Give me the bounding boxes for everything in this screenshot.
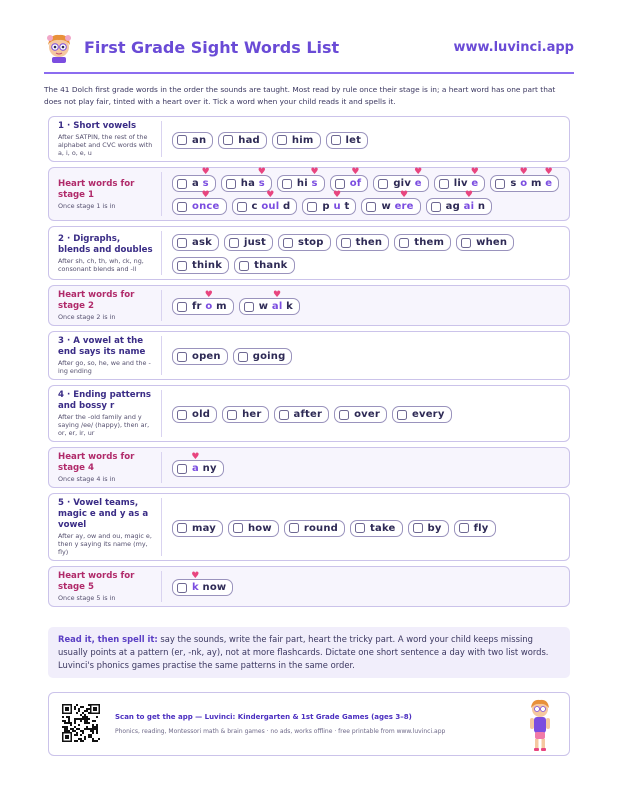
word-part: d [279, 201, 291, 212]
word-text [192, 178, 209, 189]
word-checkbox[interactable] [177, 302, 187, 312]
word-checkbox[interactable] [459, 523, 469, 533]
stage-label [49, 117, 161, 161]
word-text [346, 135, 362, 146]
word-part: think [192, 260, 223, 271]
word-text [370, 523, 396, 534]
word-checkbox[interactable] [237, 202, 247, 212]
word-text [192, 201, 220, 212]
stage-subtitle: After ay, ow and ou, magic e, then y saying its name (my, fly) [58, 532, 152, 556]
word-chip[interactable] [172, 234, 219, 251]
stage-label [49, 494, 161, 560]
stage-title: 2 · Digraphs, blends and doubles [58, 233, 153, 255]
word-checkbox[interactable] [227, 410, 237, 420]
word-chip[interactable] [490, 175, 559, 192]
word-checkbox[interactable] [307, 202, 317, 212]
stage-subtitle: Once stage 5 is in [58, 594, 116, 602]
word-checkbox[interactable] [177, 352, 187, 362]
word-part: liv [453, 178, 472, 189]
word-part: every [412, 409, 445, 420]
heart-part: ♥ s [312, 178, 318, 189]
word-text [350, 178, 362, 189]
stage-row [48, 226, 570, 280]
heart-words-row [48, 285, 570, 326]
word-chip[interactable] [456, 234, 514, 251]
word-part: by [427, 522, 442, 534]
tip-box [48, 627, 570, 678]
word-checkbox[interactable] [279, 410, 289, 420]
word-part: thank [254, 260, 288, 271]
word-text [192, 582, 226, 593]
heart-part: ♥ u [333, 201, 340, 212]
word-part: her [242, 409, 262, 420]
word-text [474, 523, 489, 534]
word-chip[interactable] [172, 460, 224, 477]
stage-subtitle: After sh, ch, th, wh, ck, ng, consonant blends and -ll [58, 256, 144, 273]
word-text [192, 463, 217, 474]
word-chip[interactable] [408, 520, 449, 537]
word-chip[interactable] [336, 234, 390, 251]
word-text [254, 260, 287, 271]
word-checkbox[interactable] [229, 238, 239, 248]
word-chip[interactable] [302, 198, 356, 215]
word-chip[interactable] [350, 520, 403, 537]
heart-part: ♥ ai [464, 201, 475, 212]
stage-label [49, 386, 161, 441]
stage-label [49, 286, 161, 325]
word-chip[interactable] [272, 132, 321, 149]
word-part: stop [298, 237, 324, 248]
word-checkbox[interactable] [282, 179, 292, 189]
word-part: w [381, 201, 395, 212]
word-text [412, 409, 445, 420]
stage-title: Heart words for stage 4 [58, 452, 135, 473]
header-divider [44, 72, 574, 74]
stage-row [48, 116, 570, 162]
word-checkbox[interactable] [413, 523, 423, 533]
word-chip[interactable] [228, 520, 279, 537]
word-list [162, 227, 569, 279]
intro-text: The 41 Dolch first grade words in the order the sounds are taught. Most read by rule once their stage is in; a heart word has one part that does not play fair, tinted with a heart over it. Tick a word when your child reads it and spells it. [44, 85, 556, 106]
word-chip[interactable] [277, 175, 325, 192]
word-chip[interactable] [454, 520, 496, 537]
word-part: an [192, 134, 207, 146]
heart-part: ♥ once [192, 201, 220, 212]
word-chip[interactable] [434, 175, 486, 192]
word-checkbox[interactable] [335, 179, 345, 189]
word-checkbox[interactable] [399, 238, 409, 248]
heart-part: ♥ e [545, 178, 552, 189]
word-text [192, 260, 222, 271]
word-checkbox[interactable] [439, 179, 449, 189]
word-chip[interactable] [232, 198, 298, 215]
heart-words-row [48, 447, 570, 488]
stage-title: Heart words for stage 5 [58, 571, 135, 592]
qr-code-icon[interactable] [61, 703, 101, 743]
word-chip[interactable] [224, 234, 273, 251]
heart-part: ♥ s [259, 178, 265, 189]
word-list [162, 572, 569, 601]
word-chip[interactable] [392, 406, 452, 423]
page-header [44, 32, 574, 68]
stage-row [48, 385, 570, 442]
word-text [244, 237, 266, 248]
word-text [297, 178, 318, 189]
word-list [162, 341, 569, 370]
word-checkbox[interactable] [177, 410, 187, 420]
word-text [292, 135, 314, 146]
stage-label [49, 567, 161, 606]
word-chip[interactable] [334, 406, 387, 423]
word-part: him [291, 134, 314, 146]
stage-title: 5 · Vowel teams, magic e and y as a vowel [58, 498, 149, 530]
word-checkbox[interactable] [177, 523, 187, 533]
word-chip[interactable] [326, 132, 369, 149]
word-part: giv [393, 178, 415, 189]
word-checkbox[interactable] [238, 352, 248, 362]
tip-lead: Read it, then spell it: [58, 634, 158, 644]
word-text [304, 523, 338, 534]
word-part: may [192, 522, 216, 534]
word-part: a [192, 178, 203, 189]
word-checkbox[interactable] [233, 523, 243, 533]
word-chip[interactable] [172, 406, 217, 423]
word-list [162, 513, 569, 542]
word-chip[interactable] [172, 198, 227, 215]
word-text [241, 178, 265, 189]
word-chip[interactable] [222, 406, 268, 423]
word-checkbox[interactable] [461, 238, 471, 248]
heart-part: ♥ o [520, 178, 527, 189]
word-chip[interactable] [233, 348, 293, 365]
heart-words-row [48, 167, 570, 221]
word-part: ag [445, 201, 464, 212]
heart-part: ♥ o [205, 301, 212, 312]
stage-subtitle: Once stage 4 is in [58, 475, 116, 483]
word-chip[interactable] [172, 348, 228, 365]
word-text [298, 237, 324, 248]
word-checkbox[interactable] [355, 523, 365, 533]
word-checkbox[interactable] [223, 135, 233, 145]
heart-part: ♥ ere [395, 201, 414, 212]
word-text [242, 409, 261, 420]
word-checkbox[interactable] [378, 179, 388, 189]
word-part: had [238, 134, 260, 146]
word-text [322, 201, 349, 212]
word-part: n [474, 201, 486, 212]
heart-part: ♥ k [192, 582, 199, 593]
stage-subtitle: Once stage 1 is in [58, 201, 116, 210]
word-checkbox[interactable] [366, 202, 376, 212]
word-checkbox[interactable] [226, 179, 236, 189]
word-checkbox[interactable] [341, 238, 351, 248]
word-part: take [370, 522, 396, 534]
word-checkbox[interactable] [397, 410, 407, 420]
word-text [381, 201, 413, 212]
stage-title: Heart words for stage 2 [58, 290, 135, 311]
word-part: fly [473, 522, 489, 534]
footer-subtitle: Phonics, reading, Montessori math & brain games · no ads, works offline · free printable from www.luvinci.app [115, 728, 446, 735]
word-checkbox[interactable] [495, 179, 505, 189]
word-part: let [345, 134, 362, 146]
word-checkbox[interactable] [177, 583, 187, 593]
word-checkbox[interactable] [289, 523, 299, 533]
word-checkbox[interactable] [177, 202, 187, 212]
word-part: now [198, 582, 227, 593]
word-part: s [510, 178, 521, 189]
word-part: just [243, 237, 267, 248]
footer-title: Scan to get the app — Luvinci: Kindergarten & 1st Grade Games (ages 3–8) [115, 713, 412, 721]
word-part: p [322, 201, 334, 212]
word-chip[interactable] [239, 298, 300, 315]
word-part: after [293, 409, 323, 420]
word-chip[interactable] [172, 298, 234, 315]
word-checkbox[interactable] [431, 202, 441, 212]
word-chip[interactable] [172, 257, 229, 274]
word-checkbox[interactable] [331, 135, 341, 145]
stage-list [48, 116, 570, 612]
word-text [476, 237, 507, 248]
tip-body: say the sounds, write the fair part, heart the tricky part. A word your child keeps missing usually points at a pattern (er, -nk, ay), not at more flashcards. Dictate one short sentence a day with two list words. Luvinci's phonics games practise the same patterns in the same order. [58, 634, 549, 670]
word-checkbox[interactable] [177, 261, 187, 271]
word-checkbox[interactable] [177, 135, 187, 145]
word-checkbox[interactable] [177, 464, 187, 474]
word-text [510, 178, 552, 189]
word-text [414, 237, 444, 248]
luvinci-logo-icon [44, 32, 74, 64]
word-chip[interactable] [274, 406, 330, 423]
word-text [192, 523, 216, 534]
word-part: ny [198, 463, 217, 474]
mascot-icon [525, 697, 555, 753]
heart-part: ♥ oul [261, 201, 279, 212]
word-chip[interactable] [221, 175, 272, 192]
word-list [162, 453, 569, 482]
word-checkbox[interactable] [239, 261, 249, 271]
stage-subtitle: After SATPIN, the rest of the alphabet and CVC words with a, i, o, e, u [58, 133, 153, 157]
word-checkbox[interactable] [277, 135, 287, 145]
site-url[interactable]: www.luvinci.app [453, 40, 574, 55]
stage-label [49, 175, 161, 214]
word-text [253, 351, 286, 362]
word-text [192, 409, 210, 420]
word-text [356, 237, 383, 248]
word-part: k [282, 301, 294, 312]
word-text [192, 301, 227, 312]
word-text [454, 178, 479, 189]
word-part: c [251, 201, 262, 212]
word-text [252, 201, 291, 212]
word-text [393, 178, 421, 189]
stage-subtitle: Once stage 2 is in [58, 313, 116, 321]
stage-label [49, 230, 161, 277]
stage-subtitle: After go, so, he, we and the -ing ending [58, 359, 151, 375]
stage-title: 1 · Short vowels [58, 121, 137, 131]
word-part: open [192, 351, 221, 362]
word-part: round [303, 522, 339, 534]
word-checkbox[interactable] [244, 302, 254, 312]
stage-row [48, 331, 570, 380]
word-text [192, 135, 206, 146]
page-title: First Grade Sight Words List [84, 38, 340, 57]
word-part: fr [192, 301, 206, 312]
word-text [238, 135, 260, 146]
heart-part: ♥ al [272, 301, 283, 312]
word-part: how [247, 522, 272, 534]
word-list [162, 399, 569, 428]
word-part: hi [296, 178, 312, 189]
word-chip[interactable] [284, 520, 345, 537]
word-text [248, 523, 272, 534]
word-chip[interactable] [278, 234, 331, 251]
word-part: ask [192, 237, 212, 248]
word-checkbox[interactable] [283, 238, 293, 248]
word-checkbox[interactable] [177, 179, 187, 189]
word-list [162, 291, 569, 320]
word-part: them [414, 237, 445, 248]
stage-title: Heart words for stage 1 [58, 178, 135, 200]
word-chip[interactable] [394, 234, 451, 251]
word-text [428, 523, 442, 534]
word-part: m [212, 301, 227, 312]
word-list [162, 168, 569, 220]
heart-part: ♥ s [203, 178, 209, 189]
word-part: then [355, 237, 383, 248]
word-text [446, 201, 486, 212]
word-part: old [192, 409, 211, 420]
word-part: over [354, 409, 380, 420]
word-part: ha [240, 178, 259, 189]
word-text [192, 237, 212, 248]
word-chip[interactable] [234, 257, 294, 274]
heart-part: ♥ e [415, 178, 422, 189]
footer-card [48, 692, 570, 756]
word-checkbox[interactable] [177, 238, 187, 248]
word-part: going [252, 351, 286, 362]
word-chip[interactable] [172, 132, 213, 149]
heart-part: ♥ e [471, 178, 478, 189]
word-list [162, 125, 569, 154]
word-part: t [340, 201, 350, 212]
word-chip[interactable] [172, 520, 223, 537]
stage-title: 3 · A vowel at the end says its name [58, 336, 146, 357]
word-chip[interactable] [426, 198, 493, 215]
stage-title: 4 · Ending patterns and bossy r [58, 390, 152, 411]
heart-words-row [48, 566, 570, 607]
word-chip[interactable] [218, 132, 267, 149]
word-part: w [258, 301, 272, 312]
word-text [354, 409, 380, 420]
stage-row [48, 493, 570, 561]
word-text [259, 301, 293, 312]
word-checkbox[interactable] [339, 410, 349, 420]
stage-label [49, 448, 161, 487]
word-text [294, 409, 323, 420]
word-text [192, 351, 221, 362]
word-part: when [476, 237, 508, 248]
stage-subtitle: After the -old family and y saying /ee/ (happy), then ar, or, er, ir, ur [58, 413, 150, 437]
word-chip[interactable] [172, 579, 233, 596]
heart-part: ♥ of [350, 178, 362, 189]
stage-label [49, 332, 161, 379]
heart-part: ♥ a [192, 463, 199, 474]
word-chip[interactable] [361, 198, 420, 215]
word-part: m [527, 178, 546, 189]
